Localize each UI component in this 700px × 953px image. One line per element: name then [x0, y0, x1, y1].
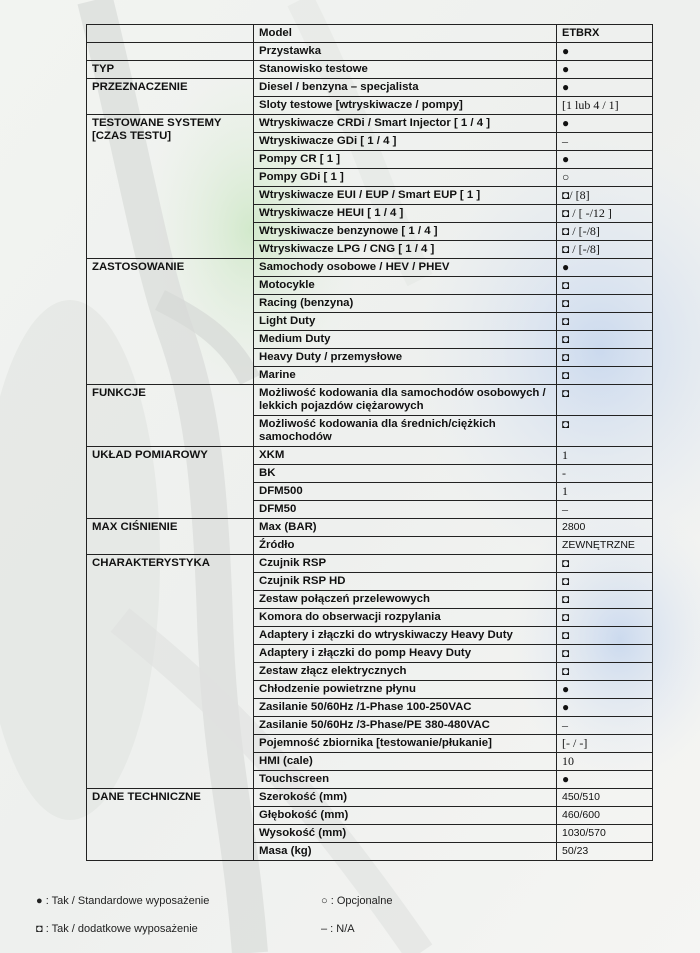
table-row — [87, 447, 653, 465]
value-cell: ● — [557, 681, 653, 699]
feature-cell: Wtryskiwacze GDi [ 1 / 4 ] — [254, 133, 557, 151]
feature-cell: Możliwość kodowania dla samochodów osobowych / lekkich pojazdów ciężarowych — [254, 385, 557, 416]
value-cell: ◘ — [557, 416, 653, 447]
category-cell: TESTOWANE SYSTEMY [CZAS TESTU] — [87, 115, 254, 259]
value-cell: ◘ / [ -/12 ] — [557, 205, 653, 223]
category-cell: PRZEZNACZENIE — [87, 79, 254, 115]
table-row — [87, 115, 653, 133]
feature-cell: Diesel / benzyna – specjalista — [254, 79, 557, 97]
value-cell: ◘ — [557, 663, 653, 681]
feature-cell: Wtryskiwacze LPG / CNG [ 1 / 4 ] — [254, 241, 557, 259]
value-cell: ◘ — [557, 277, 653, 295]
feature-cell: Wtryskiwacze HEUI [ 1 / 4 ] — [254, 205, 557, 223]
feature-cell: Adaptery i złączki do wtryskiwaczy Heavy Duty — [254, 627, 557, 645]
table-row — [87, 259, 653, 277]
category-cell: ZASTOSOWANIE — [87, 259, 254, 385]
value-cell: 10 — [557, 753, 653, 771]
category-cell: CHARAKTERYSTYKA — [87, 555, 254, 789]
feature-cell: Racing (benzyna) — [254, 295, 557, 313]
value-cell: [1 lub 4 / 1] — [557, 97, 653, 115]
feature-cell: Marine — [254, 367, 557, 385]
feature-cell: Przystawka — [254, 43, 557, 61]
feature-cell: Pompy CR [ 1 ] — [254, 151, 557, 169]
feature-cell: Samochody osobowe / HEV / PHEV — [254, 259, 557, 277]
feature-cell: Masa (kg) — [254, 843, 557, 861]
value-cell: ◘ — [557, 609, 653, 627]
value-cell: ● — [557, 79, 653, 97]
category-cell: TYP — [87, 61, 254, 79]
value-cell: 50/23 — [557, 843, 653, 861]
table-row — [87, 519, 653, 537]
feature-cell: Pompy GDi [ 1 ] — [254, 169, 557, 187]
legend-extra: ◘ : Tak / dodatkowe wyposażenie — [36, 923, 198, 935]
feature-cell: Zasilanie 50/60Hz /3-Phase/PE 380-480VAC — [254, 717, 557, 735]
value-cell: ● — [557, 115, 653, 133]
value-cell: ZEWNĘTRZNE — [557, 537, 653, 555]
table-row — [87, 79, 653, 97]
feature-cell: Light Duty — [254, 313, 557, 331]
feature-cell: Komora do obserwacji rozpylania — [254, 609, 557, 627]
value-cell: 1 — [557, 483, 653, 501]
table-row — [87, 43, 653, 61]
feature-cell: Touchscreen — [254, 771, 557, 789]
feature-cell: Wysokość (mm) — [254, 825, 557, 843]
value-cell: ◘ — [557, 385, 653, 416]
table-row — [87, 61, 653, 79]
feature-cell: Sloty testowe [wtryskiwacze / pompy] — [254, 97, 557, 115]
value-cell: – — [557, 501, 653, 519]
feature-cell: Stanowisko testowe — [254, 61, 557, 79]
value-cell: ● — [557, 699, 653, 717]
value-cell: ● — [557, 61, 653, 79]
value-cell: ◘ — [557, 591, 653, 609]
value-cell: 1030/570 — [557, 825, 653, 843]
feature-cell: Zestaw złącz elektrycznych — [254, 663, 557, 681]
feature-cell: Medium Duty — [254, 331, 557, 349]
value-cell: ● — [557, 771, 653, 789]
value-cell: – — [557, 133, 653, 151]
header-empty-cell — [87, 25, 254, 43]
value-cell: - — [557, 465, 653, 483]
value-cell: ◘ — [557, 627, 653, 645]
header-model-label: Model — [254, 25, 557, 43]
legend-na: – : N/A — [321, 923, 355, 935]
feature-cell: Max (BAR) — [254, 519, 557, 537]
feature-cell: Zasilanie 50/60Hz /1-Phase 100-250VAC — [254, 699, 557, 717]
category-cell: FUNKCJE — [87, 385, 254, 447]
value-cell: ◘ — [557, 573, 653, 591]
value-cell: ● — [557, 151, 653, 169]
header-model-value: ETBRX — [557, 25, 653, 43]
table-row — [87, 385, 653, 416]
spec-table — [86, 24, 653, 861]
value-cell: ○ — [557, 169, 653, 187]
feature-cell: Czujnik RSP — [254, 555, 557, 573]
value-cell: ◘ — [557, 555, 653, 573]
value-cell: 1 — [557, 447, 653, 465]
value-cell: ◘ — [557, 313, 653, 331]
value-cell: ◘ — [557, 349, 653, 367]
feature-cell: Heavy Duty / przemysłowe — [254, 349, 557, 367]
value-cell: ● — [557, 43, 653, 61]
value-cell: ● — [557, 259, 653, 277]
category-cell: MAX CIŚNIENIE — [87, 519, 254, 555]
table-row — [87, 555, 653, 573]
value-cell: [- / -] — [557, 735, 653, 753]
legend-optional: ○ : Opcjonalne — [321, 895, 393, 907]
value-cell: – — [557, 717, 653, 735]
value-cell: 450/510 — [557, 789, 653, 807]
value-cell: ◘ — [557, 645, 653, 663]
value-cell: ◘ — [557, 331, 653, 349]
feature-cell: Motocykle — [254, 277, 557, 295]
feature-cell: Zestaw połączeń przelewowych — [254, 591, 557, 609]
feature-cell: DFM50 — [254, 501, 557, 519]
table-header-row — [87, 25, 653, 43]
feature-cell: Źródło — [254, 537, 557, 555]
table-row — [87, 789, 653, 807]
feature-cell: Wtryskiwacze CRDi / Smart Injector [ 1 / 4 ] — [254, 115, 557, 133]
value-cell: 2800 — [557, 519, 653, 537]
legend-standard: ● : Tak / Standardowe wyposażenie — [36, 895, 210, 907]
feature-cell: Chłodzenie powietrzne płynu — [254, 681, 557, 699]
category-cell: DANE TECHNICZNE — [87, 789, 254, 861]
feature-cell: DFM500 — [254, 483, 557, 501]
value-cell: ◘ / [-/8] — [557, 241, 653, 259]
feature-cell: Wtryskiwacze EUI / EUP / Smart EUP [ 1 ] — [254, 187, 557, 205]
feature-cell: Głębokość (mm) — [254, 807, 557, 825]
value-cell: ◘/ [8] — [557, 187, 653, 205]
value-cell: ◘ — [557, 367, 653, 385]
feature-cell: BK — [254, 465, 557, 483]
feature-cell: HMI (cale) — [254, 753, 557, 771]
feature-cell: Wtryskiwacze benzynowe [ 1 / 4 ] — [254, 223, 557, 241]
feature-cell: Możliwość kodowania dla średnich/ciężkich samochodów — [254, 416, 557, 447]
feature-cell: Czujnik RSP HD — [254, 573, 557, 591]
category-cell — [87, 43, 254, 61]
value-cell: ◘ — [557, 295, 653, 313]
category-cell: UKŁAD POMIAROWY — [87, 447, 254, 519]
feature-cell: Szerokość (mm) — [254, 789, 557, 807]
value-cell: 460/600 — [557, 807, 653, 825]
feature-cell: XKM — [254, 447, 557, 465]
value-cell: ◘ / [-/8] — [557, 223, 653, 241]
feature-cell: Pojemność zbiornika [testowanie/płukanie] — [254, 735, 557, 753]
feature-cell: Adaptery i złączki do pomp Heavy Duty — [254, 645, 557, 663]
